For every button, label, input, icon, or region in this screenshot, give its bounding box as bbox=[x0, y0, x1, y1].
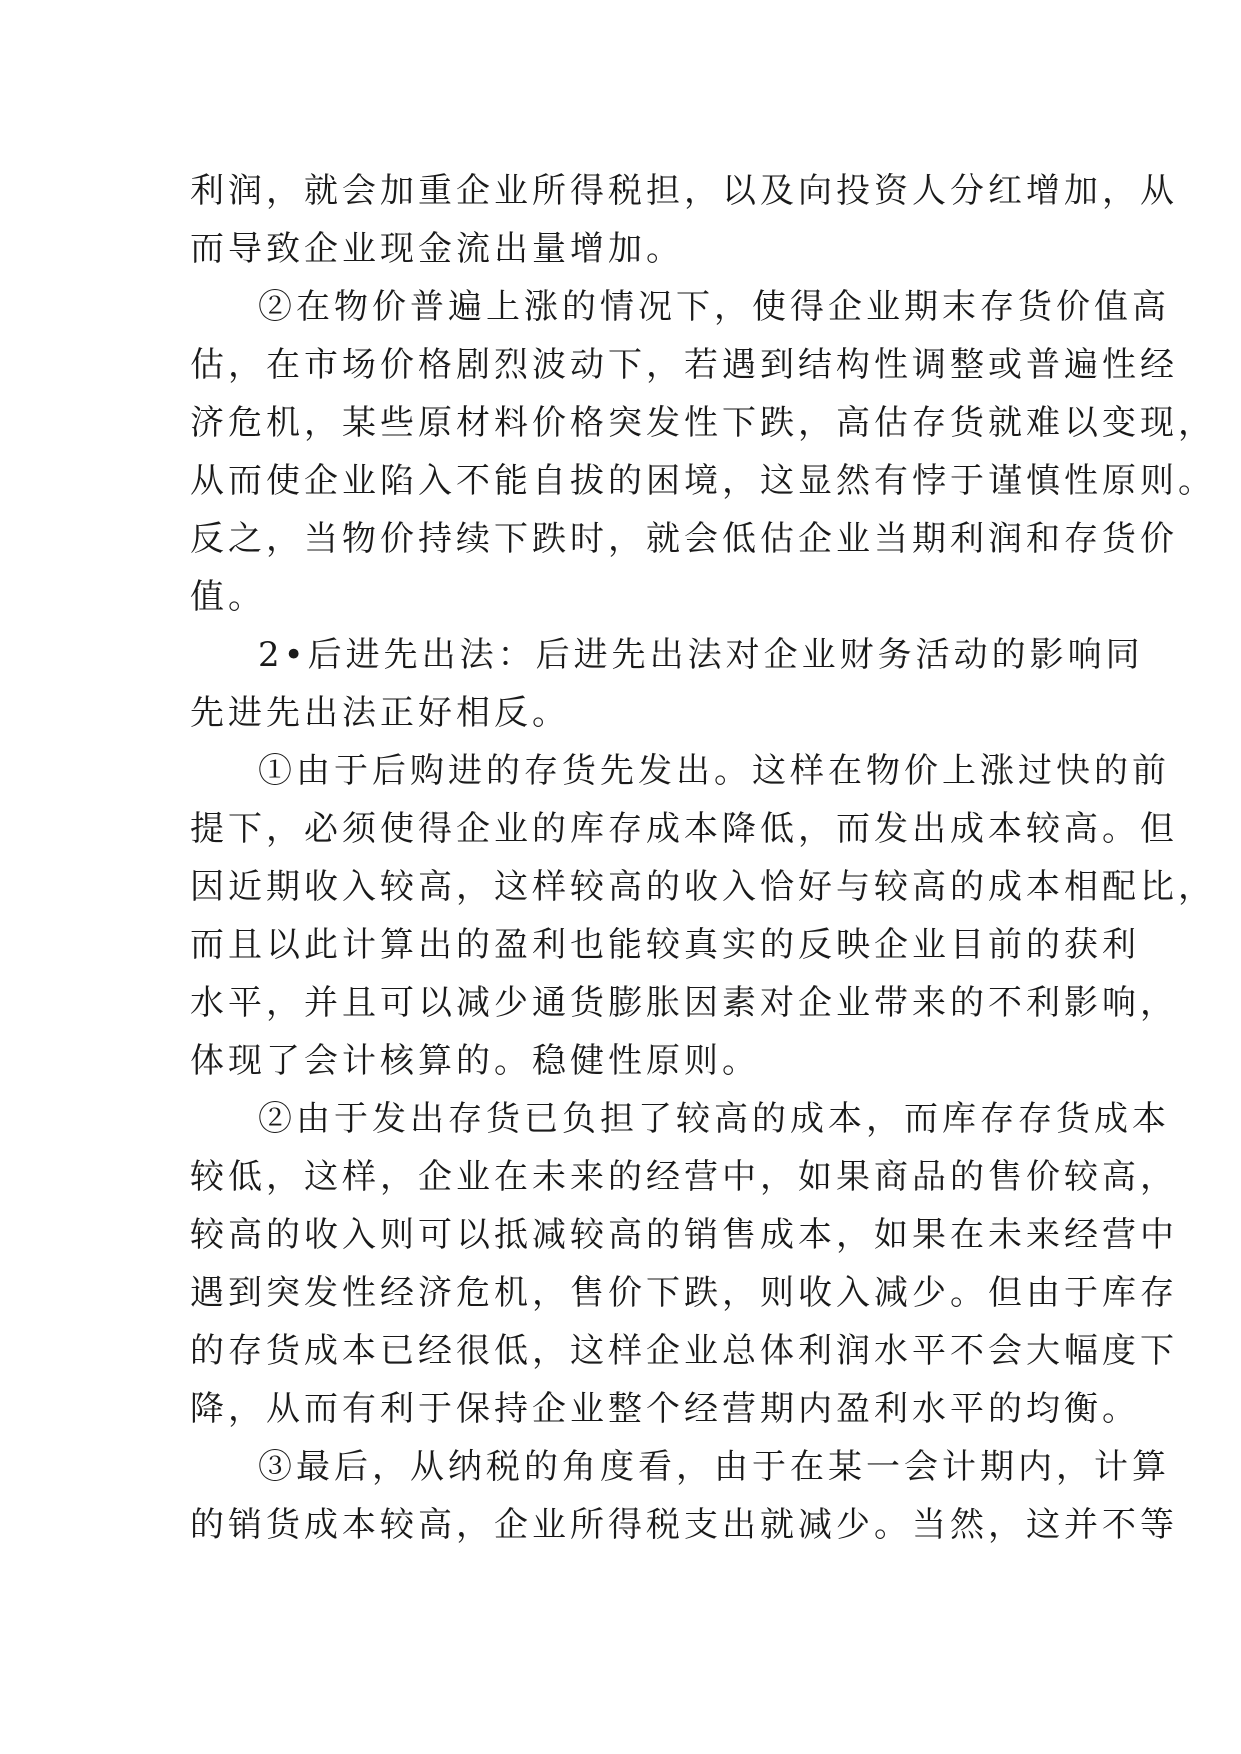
text-line: 的存货成本已经很低，这样企业总体利润水平不会大幅度下 bbox=[190, 1331, 1178, 1371]
text-line: 较高的收入则可以抵减较高的销售成本，如果在未来经营中 bbox=[190, 1215, 1178, 1255]
text-line: 值。 bbox=[190, 577, 266, 617]
text-line: 利润，就会加重企业所得税担，以及向投资人分红增加，从 bbox=[190, 171, 1178, 211]
text-line: 估，在市场价格剧烈波动下，若遇到结构性调整或普遍性经 bbox=[190, 345, 1178, 385]
text-line: 反之，当物价持续下跌时，就会低估企业当期利润和存货价 bbox=[190, 519, 1178, 559]
paragraph-start-line: ③最后，从纳税的角度看，由于在某一会计期内，计算 bbox=[258, 1447, 1170, 1487]
text-line: 较低，这样，企业在未来的经营中，如果商品的售价较高， bbox=[190, 1157, 1178, 1197]
paragraph-start-line: 2•后进先出法：后进先出法对企业财务活动的影响同 bbox=[258, 635, 1144, 675]
text-line: 而且以此计算出的盈利也能较真实的反映企业目前的获利 bbox=[190, 925, 1140, 965]
text-line: 遇到突发性经济危机，售价下跌，则收入减少。但由于库存 bbox=[190, 1273, 1178, 1313]
text-line: 因近期收入较高，这样较高的收入恰好与较高的成本相配比， bbox=[190, 867, 1216, 907]
document-body bbox=[190, 162, 1216, 1554]
text-line: 提下，必须使得企业的库存成本降低，而发出成本较高。但 bbox=[190, 809, 1178, 849]
paragraph-start-line: ②由于发出存货已负担了较高的成本，而库存存货成本 bbox=[258, 1099, 1170, 1139]
text-line: 的销货成本较高，企业所得税支出就减少。当然，这并不等 bbox=[190, 1505, 1178, 1545]
text-line: 济危机，某些原材料价格突发性下跌，高估存货就难以变现， bbox=[190, 403, 1216, 443]
paragraph-start-line: ②在物价普遍上涨的情况下，使得企业期末存货价值高 bbox=[258, 287, 1170, 327]
text-line: 而导致企业现金流出量增加。 bbox=[190, 229, 684, 269]
text-line: 从而使企业陷入不能自拔的困境，这显然有悖于谨慎性原则。 bbox=[190, 461, 1216, 501]
text-line: 先进先出法正好相反。 bbox=[190, 693, 570, 733]
text-line: 水平，并且可以减少通货膨胀因素对企业带来的不利影响， bbox=[190, 983, 1178, 1023]
text-line: 降，从而有利于保持企业整个经营期内盈利水平的均衡。 bbox=[190, 1389, 1140, 1429]
paragraph-start-line: ①由于后购进的存货先发出。这样在物价上涨过快的前 bbox=[258, 751, 1170, 791]
text-line: 体现了会计核算的。稳健性原则。 bbox=[190, 1041, 760, 1081]
